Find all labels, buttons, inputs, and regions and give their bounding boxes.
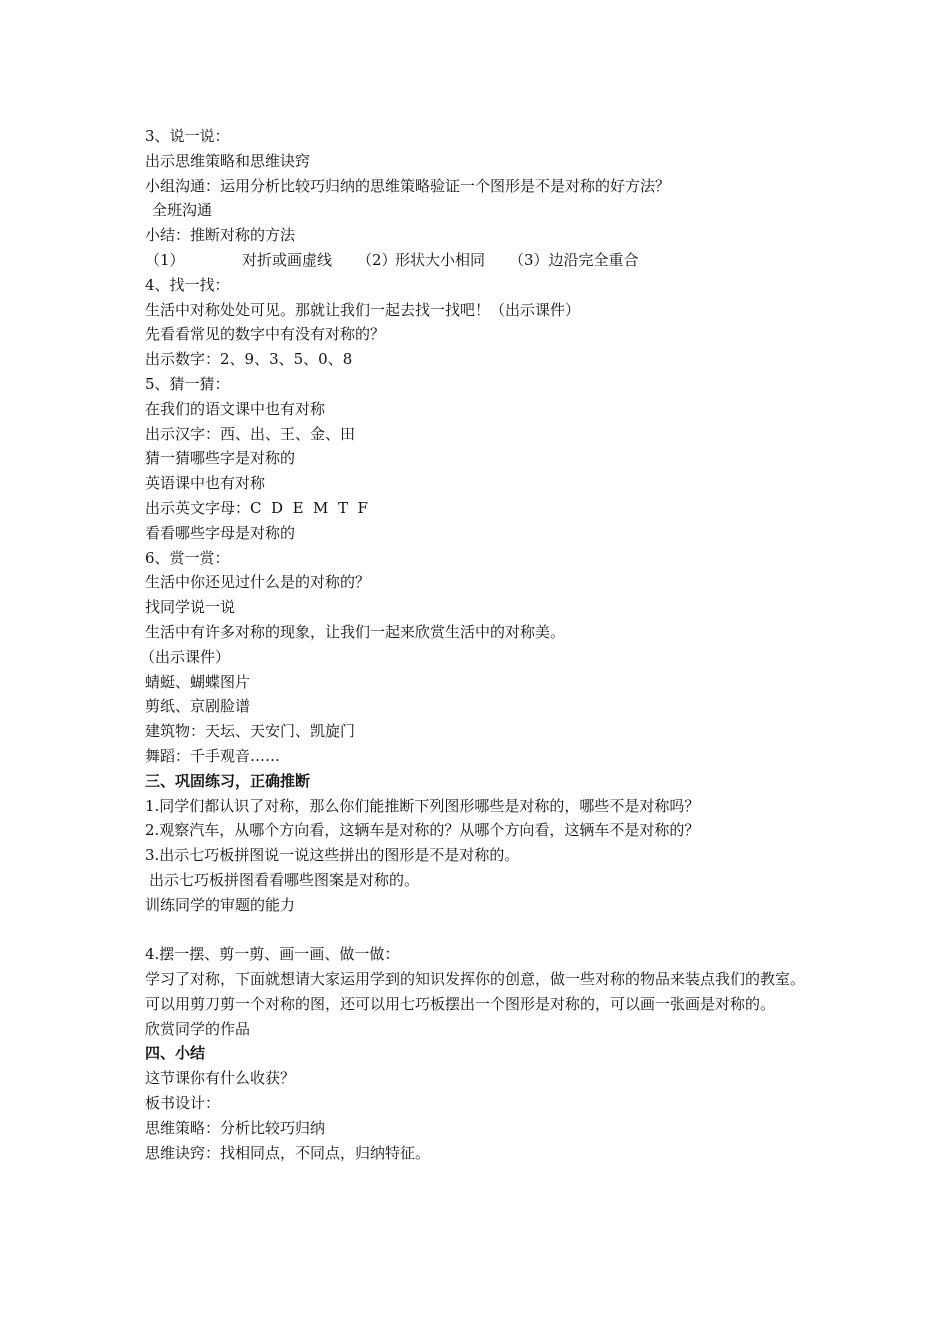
text-line: 生活中你还见过什么是的对称的？ <box>145 573 371 592</box>
paragraph: 学习了对称，下面就想请大家运用学到的知识发挥你的创意，做一些对称的物品来装点我们的教室。 <box>145 970 806 989</box>
text-line: 建筑物：天坛、天安门、凯旋门 <box>145 722 356 741</box>
section-heading-summary: 四、小结 <box>145 1044 206 1063</box>
text-line: 看看哪些字母是对称的 <box>145 523 296 542</box>
text-line: 欣赏同学的作品 <box>145 1019 251 1038</box>
text-line: 3.出示七巧板拼图说一说这些拼出的图形是不是对称的。 <box>145 846 520 865</box>
section-heading-find: 4、找一找： <box>145 275 230 294</box>
text-line: （出示课件） <box>140 647 231 666</box>
methods-line <box>145 248 815 273</box>
section-heading-appreciate: 6、赏一赏： <box>145 548 230 567</box>
text-line: 蜻蜓、蝴蝶图片 <box>145 672 251 691</box>
text-line: 在我们的语文课中也有对称 <box>145 399 326 418</box>
text-line: 出示数字：2、9、3、5、0、8 <box>145 350 353 369</box>
section-heading-practice: 三、巩固练习，正确推断 <box>145 771 311 790</box>
text-line: 1.同学们都认识了对称，那么你们能推断下列图形哪些是对称的，哪些不是对称吗？ <box>145 796 700 815</box>
text-line: 舞蹈：千手观音…… <box>145 746 281 765</box>
text-line: 小组沟通：运用分析比较巧归纳的思维策略验证一个图形是不是对称的好方法？ <box>145 176 671 195</box>
text-line: 小结：推断对称的方法 <box>145 226 296 245</box>
blank-line <box>145 918 815 943</box>
section-heading-guess: 5、猜一猜： <box>145 374 230 393</box>
method-2-number: （2） <box>357 250 397 269</box>
paragraph: 可以用剪刀剪一个对称的图，还可以用七巧板摆出一个图形是对称的，可以画一张画是对称的。 <box>145 994 776 1013</box>
text-line: 剪纸、京剧脸谱 <box>145 697 251 716</box>
text-line: 先看看常见的数字中有没有对称的？ <box>145 325 386 344</box>
text-line: 猜一猜哪些字是对称的 <box>145 449 296 468</box>
text-line: 出示七巧板拼图看看哪些图案是对称的。 <box>149 870 420 889</box>
text-line: 板书设计： <box>145 1094 221 1113</box>
text-line: 出示汉字：西、出、王、金、田 <box>145 424 356 443</box>
text-line: 思维策略：分析比较巧归纳 <box>145 1118 326 1137</box>
text-line: 出示思维策略和思维诀窍 <box>145 151 311 170</box>
method-3: （3）边沿完全重合 <box>509 250 639 269</box>
text-line: 全班沟通 <box>152 201 213 220</box>
method-1-text: 对折或画虚线 <box>242 250 333 269</box>
text-line: 4.摆一摆、剪一剪、画一画、做一做： <box>145 945 400 964</box>
text-line: 英语课中也有对称 <box>145 474 266 493</box>
text-line: 出示英文字母：C D E M T F <box>145 498 368 517</box>
method-1-number: （1） <box>145 250 185 269</box>
text-line: 2.观察汽车，从哪个方向看，这辆车是对称的？从哪个方向看，这辆车不是对称的？ <box>145 821 700 840</box>
text-line: 生活中对称处处可见。那就让我们一起去找一找吧！（出示课件） <box>145 300 581 319</box>
method-2-text: 形状大小相同 <box>395 250 486 269</box>
text-line: 找同学说一说 <box>145 598 236 617</box>
document-page <box>140 124 815 1165</box>
text-line: 这节课你有什么收获？ <box>145 1069 296 1088</box>
text-line: 思维诀窍：找相同点，不同点，归纳特征。 <box>145 1143 431 1162</box>
section-heading-say: 3、说一说： <box>145 127 230 145</box>
text-line: 训练同学的审题的能力 <box>145 895 296 914</box>
text-line: 生活中有许多对称的现象，让我们一起来欣赏生活中的对称美。 <box>145 622 566 641</box>
